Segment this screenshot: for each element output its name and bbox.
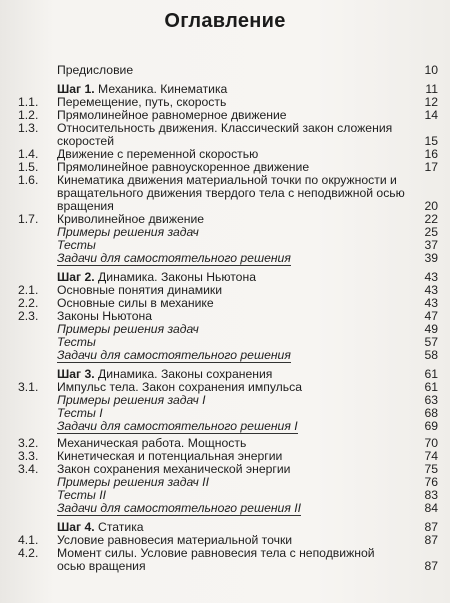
entry-number: 1.6. bbox=[18, 173, 39, 187]
entry-page: 74 bbox=[424, 449, 438, 463]
section-name: Динамика. Законы сохранения bbox=[94, 367, 273, 381]
entry-page: 57 bbox=[424, 335, 438, 349]
entry-title: Задачи для самостоятельного решения bbox=[57, 251, 291, 265]
entry-title: Момент силы. Условие равновесия тела с неподвижной осью вращения bbox=[57, 546, 375, 573]
entry-number: 2.2. bbox=[18, 296, 39, 310]
entry-page: 15 bbox=[424, 134, 438, 148]
entry-page: 43 bbox=[424, 296, 438, 310]
entry-page: 83 bbox=[424, 488, 438, 502]
entry-title: Условие равновесия материальной точки bbox=[57, 533, 293, 547]
toc-entry bbox=[0, 122, 450, 148]
entry-title: Примеры решения задач bbox=[57, 225, 199, 239]
entry-page: 43 bbox=[424, 270, 438, 284]
entry-title: Тесты bbox=[57, 238, 96, 252]
entry-page: 16 bbox=[424, 147, 438, 161]
section-title bbox=[57, 367, 272, 381]
entry-number: 1.7. bbox=[18, 212, 39, 226]
entry-number: 3.1. bbox=[18, 380, 39, 394]
entry-page: 87 bbox=[424, 520, 438, 534]
entry-page: 84 bbox=[424, 501, 438, 515]
section-title bbox=[57, 270, 256, 284]
section-title bbox=[57, 520, 144, 534]
entry-page: 70 bbox=[424, 436, 438, 450]
entry-page: 22 bbox=[424, 212, 438, 226]
section-lead: Шаг 2. bbox=[57, 270, 95, 284]
entry-title: Движение с переменной скоростью bbox=[57, 147, 259, 161]
entry-number: 1.4. bbox=[18, 147, 39, 161]
entry-title: Законы Ньютона bbox=[57, 309, 153, 323]
entry-number: 1.1. bbox=[18, 95, 39, 109]
entry-number: 3.2. bbox=[18, 436, 39, 450]
section-lead: Шаг 1. bbox=[57, 82, 95, 96]
entry-title: Закон сохранения механической энергии bbox=[57, 462, 291, 476]
entry-title: Относительность движения. Классический закон сложения скоростей bbox=[57, 121, 393, 148]
toc-entry-exercises bbox=[0, 420, 450, 433]
toc-entry-exercises bbox=[0, 502, 450, 515]
entry-title: Кинетическая и потенциальная энергии bbox=[57, 449, 283, 463]
page-title: Оглавление bbox=[164, 10, 286, 32]
entry-number: 3.3. bbox=[18, 449, 39, 463]
entry-page: 10 bbox=[424, 63, 438, 77]
entry-title: Криволинейное движение bbox=[57, 212, 205, 226]
entry-page: 43 bbox=[424, 283, 438, 297]
entry-title: Тесты bbox=[57, 335, 96, 349]
entry-page: 76 bbox=[424, 475, 438, 489]
entry-page: 87 bbox=[424, 559, 438, 573]
table-of-contents bbox=[0, 64, 450, 573]
toc-entry-exercises bbox=[0, 349, 450, 362]
section-lead: Шаг 3. bbox=[57, 367, 95, 381]
entry-page: 11 bbox=[425, 82, 438, 96]
entry-number: 4.1. bbox=[18, 533, 39, 547]
entry-page: 69 bbox=[424, 419, 438, 433]
entry-number: 2.1. bbox=[18, 283, 39, 297]
entry-title: Кинематика движения материальной точки по окружности и вращательного движения твердого тела с неподвижной осью вращения bbox=[57, 173, 405, 213]
toc-entry bbox=[0, 174, 450, 213]
entry-title: Задачи для самостоятельного решения II bbox=[57, 501, 302, 515]
toc-entry-preface bbox=[0, 64, 450, 77]
entry-page: 61 bbox=[424, 380, 438, 394]
entry-title: Основные силы в механике bbox=[57, 296, 214, 310]
toc-entry bbox=[0, 547, 450, 573]
entry-page: 63 bbox=[424, 393, 438, 407]
entry-title: Основные понятия динамики bbox=[57, 283, 223, 297]
entry-title: Примеры решения задач II bbox=[57, 475, 209, 489]
entry-number: 3.4. bbox=[18, 462, 39, 476]
entry-page: 14 bbox=[424, 108, 438, 122]
entry-title: Задачи для самостоятельного решения I bbox=[57, 419, 298, 433]
entry-title: Прямолинейное равноускоренное движение bbox=[57, 160, 310, 174]
entry-page: 87 bbox=[424, 533, 438, 547]
entry-title: Импульс тела. Закон сохранения импульса bbox=[57, 380, 302, 394]
entry-title: Перемещение, путь, скорость bbox=[57, 95, 227, 109]
entry-title: Примеры решения задач I bbox=[57, 393, 206, 407]
section-name: Статика bbox=[94, 520, 144, 534]
entry-page: 20 bbox=[424, 199, 438, 213]
entry-title: Тесты I bbox=[57, 406, 103, 420]
entry-page: 37 bbox=[424, 238, 438, 252]
entry-title: Тесты II bbox=[57, 488, 107, 502]
entry-page: 39 bbox=[424, 251, 438, 265]
entry-number: 1.5. bbox=[18, 160, 39, 174]
section-name: Динамика. Законы Ньютона bbox=[94, 270, 256, 284]
entry-page: 17 bbox=[424, 160, 438, 174]
entry-page: 75 bbox=[424, 462, 438, 476]
entry-page: 68 bbox=[424, 406, 438, 420]
entry-title: Прямолинейное равномерное движение bbox=[57, 108, 287, 122]
entry-page: 49 bbox=[424, 322, 438, 336]
entry-page: 61 bbox=[424, 367, 438, 381]
entry-title: Примеры решения задач bbox=[57, 322, 199, 336]
entry-number: 1.3. bbox=[18, 121, 39, 135]
entry-number: 4.2. bbox=[18, 546, 39, 560]
section-lead: Шаг 4. bbox=[57, 520, 95, 534]
entry-number: 1.2. bbox=[18, 108, 39, 122]
entry-title: Механическая работа. Мощность bbox=[57, 436, 247, 450]
toc-entry-exercises bbox=[0, 252, 450, 265]
entry-page: 12 bbox=[424, 95, 438, 109]
entry-page: 47 bbox=[424, 309, 438, 323]
entry-title: Задачи для самостоятельного решения bbox=[57, 348, 291, 362]
entry-page: 25 bbox=[424, 225, 438, 239]
entry-page: 58 bbox=[424, 348, 438, 362]
entry-title: Предисловие bbox=[57, 63, 134, 77]
entry-number: 2.3. bbox=[18, 309, 39, 323]
section-title bbox=[57, 82, 227, 96]
section-name: Механика. Кинематика bbox=[94, 82, 228, 96]
